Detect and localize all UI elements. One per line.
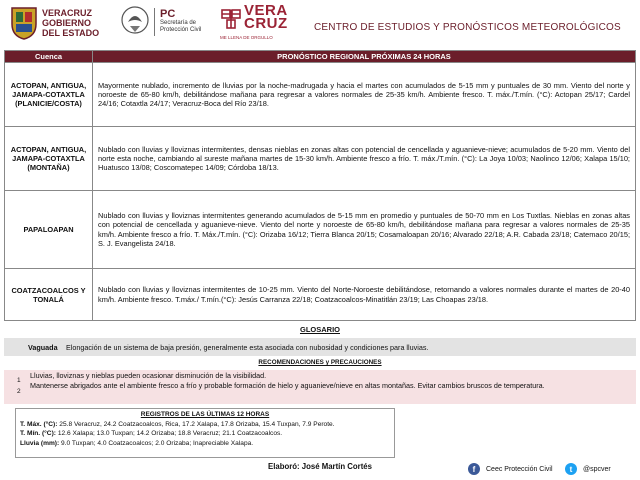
vc-line-1: VERA (244, 2, 288, 19)
center-title: CENTRO DE ESTUDIOS Y PRONÓSTICOS METEOROLÓGICOS (314, 22, 621, 33)
proteccion-civil-logo (120, 4, 220, 42)
table-row (5, 63, 636, 127)
twitter-icon: t (565, 463, 577, 475)
forecast-text: Nublado con lluvias y lloviznas intermitentes, densas nieblas en zonas altas con potencial de cencellada y aguanieve-nieve; acumulados de 5-20 mm. Viento del norte esta noche, cambiando al sureste mañana martes de 15-30 km/h. Ambiente fresco a frío. T. máx./T.mín. (°C): La Joya 10/03; Naolinco 12/06; Xalapa 15/10; Huatusco 13/08; Coscomatepec 14/09; Córdoba 18/13. (93, 127, 636, 191)
basin-name: PAPALOAPAN (5, 191, 93, 269)
pc-line-1: Secretaría de (160, 20, 197, 26)
recommendations-title: RECOMENDACIONES y PRECAUCIONES (258, 359, 382, 366)
basin-name: COATZACOALCOS Y TONALÁ (5, 269, 93, 321)
tmin-values: 12.6 Xalapa; 13.0 Tuxpan; 14.2 Orizaba; 18.8 Veracruz; 21.1 Coatzacoalcos. (57, 430, 283, 437)
table-row (5, 127, 636, 191)
page-header (0, 0, 640, 46)
veracruz-brand-logo (220, 2, 305, 44)
recommendation-text: Lluvias, lloviznas y nieblas pueden ocasionar disminución de la visibilidad. (30, 371, 267, 380)
forecast-text: Nublado con lluvias y lloviznas intermitentes de 10-25 mm. Viento del Norte-Noroeste debilitándose, retornando a valores normales durante el martes de 20-40 km/h. Ambiente fresco. T.máx./ T.mín.(°C): Jesús Carranza 22/18; Coatzacoalcos-Minatitlán 23/19; Las Choapas 23/18. (93, 269, 636, 321)
twitter-handle: @spcver (583, 465, 611, 473)
rain-label: Lluvia (mm): (20, 439, 60, 447)
recommendation-number: 2 (17, 388, 21, 395)
forecast-text: Nublado con lluvias y lloviznas intermitentes generando acumulados de 5-15 mm en promedio y puntuales de 50-70 mm en Los Tuxtlas. Nieblas en zonas altas con potencial de cencellada y aguanieve-nieve. Viento del norte y noroeste de 65-80 km/h, debilitándose mañana para regresar a valores normales de 25-35 km/h. Ambiente fresco a frío. T. Máx./T.mín. (°C): Orizaba 16/12; Tierra Blanca 20/15; Cosamaloapan 20/16; Alvarado 22/18; A.R. Cabada 23/18; Catemaco 20/15; S. J. Evangelista 24/18. (93, 191, 636, 269)
facebook-link[interactable] (468, 462, 553, 476)
table-header-row (5, 51, 636, 63)
ver-line-3: DEL ESTADO (42, 28, 100, 38)
vc-line-2: CRUZ (244, 15, 288, 32)
recommendation-number: 1 (17, 377, 21, 384)
records-box (15, 408, 395, 458)
rain-record (20, 439, 390, 449)
ver-line-1: VERACRUZ (42, 8, 93, 18)
veracruz-government-logo (10, 4, 120, 42)
basin-column-header: Cuenca (5, 51, 93, 63)
tmin-record (20, 429, 390, 439)
shield-icon (10, 6, 38, 40)
basin-name: ACTOPAN, ANTIGUA, JAMAPA-COTAXTLA (MONTAÑA) (5, 127, 93, 191)
recommendation-text: Mantenerse abrigados ante el ambiente fresco a frío y probable formación de hielo y aguanieve/nieve en altas montañas. Evitar cambios bruscos de temperatura. (30, 381, 545, 390)
forecast-column-header: PRONÓSTICO REGIONAL PRÓXIMAS 24 HORAS (93, 51, 636, 63)
table-row (5, 269, 636, 321)
forecast-table (4, 50, 636, 321)
glossary-entry (4, 338, 636, 356)
vc-tagline: ME LLENA DE ORGULLO (220, 35, 273, 40)
forecast-text: Mayormente nublado, incremento de lluvias por la noche-madrugada y hacia el martes con acumulados de 5-15 mm y puntuales de 30 mm. Viento del norte y noroeste de 65-80 km/h, debilitándose mañana para regresar a valores normales de 25-35 km/h. Ambiente fresco. T. máx./T.mín. (°C): Actopan 25/17; Cardel 24/16; Cotaxtla 24/17; Veracruz-Boca del Río 23/18. (93, 63, 636, 127)
tmin-label: T. Mín. (°C): (20, 430, 56, 437)
pc-abbrev: PC (160, 8, 176, 20)
glossary-title: GLOSARIO (299, 325, 340, 334)
table-row (5, 191, 636, 269)
tmax-record (20, 420, 390, 430)
tmax-values: 25.8 Veracruz, 24.2 Coatzacoalcos, Rica, 17.2 Xalapa, 17.8 Orizaba, 15.4 Tuxpan, 7.9 Perote. (59, 420, 335, 428)
facebook-icon: f (468, 463, 480, 475)
tmax-label: T. Máx. (°C): (20, 420, 58, 428)
facebook-handle: Ceec Protección Civil (486, 465, 553, 473)
basin-name: ACTOPAN, ANTIGUA, JAMAPA-COTAXTLA (PLANICIE/COSTA) (5, 63, 93, 127)
knot-pattern-icon (220, 6, 242, 32)
author-credit: Elaboró: José Martín Cortés (268, 462, 372, 471)
recommendations-box (4, 370, 636, 404)
pc-line-2: Protección Civil (160, 27, 202, 33)
ver-line-2: GOBIERNO (42, 18, 92, 28)
eagle-emblem-icon (120, 4, 150, 40)
twitter-link[interactable] (565, 462, 611, 476)
rain-values: 9.0 Tuxpan; 4.0 Coatzacoalcos; 2.0 Orizaba; Inapreciable Xalapa. (61, 439, 254, 447)
glossary-term: Vaguada (28, 343, 58, 352)
records-title: REGISTROS DE LAS ÚLTIMAS 12 HORAS (140, 411, 270, 418)
glossary-definition: Elongación de un sistema de baja presión, generalmente esta asociada con nubosidad y condiciones para lluvias. (66, 343, 429, 352)
